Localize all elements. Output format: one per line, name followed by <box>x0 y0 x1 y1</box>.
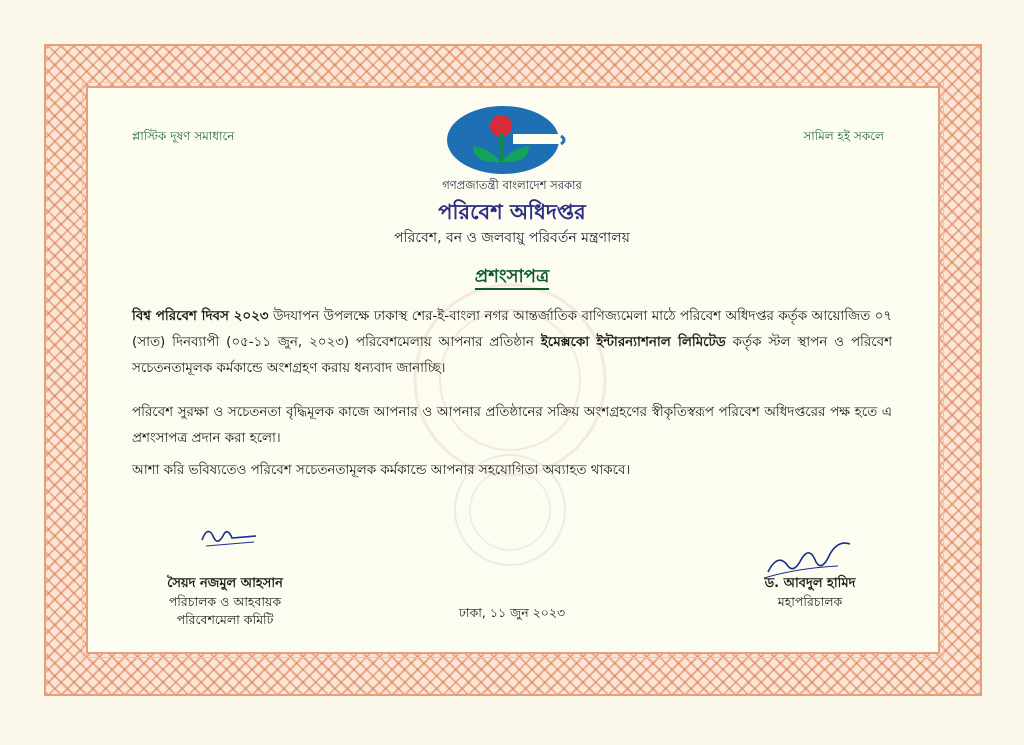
department-logo <box>443 104 567 176</box>
signatory-right-title: মহাপরিচালক <box>777 594 843 609</box>
signatory-left-name: সৈয়দ নজমুল আহসান <box>167 576 283 591</box>
organization-name: ইমেক্সকো ইন্টারন্যাশনাল লিমিটেড <box>540 335 726 350</box>
event-name: বিশ্ব পরিবেশ দিবস ২০২৩ <box>132 309 269 324</box>
signatory-left-title: পরিচালক ও আহবায়ক <box>168 594 282 609</box>
paragraph-1-text-a: উদযাপন উপলক্ষে ঢাকাস্থ শের-ই-বাংলা নগর আন্তর্জাতিক বাণিজ্যমেলা মাঠে পরিবেশ অধিদপ্তর কর্তৃক আয়োজিত ০৭ (সাত) দিনব্যাপী (০৫-১১ জুন, ২০২৩) পরিবেশমেলায় আপনার প্রতিষ্ঠান <box>132 309 892 350</box>
signature-left <box>196 520 266 550</box>
slogan-right: সামিল হই সকলে <box>803 129 884 143</box>
department-name: পরিবেশ অধিদপ্তর <box>438 200 586 224</box>
ministry-name: পরিবেশ, বন ও জলবায়ু পরিবর্তন মন্ত্রণালয় <box>394 230 630 246</box>
slogan-left: প্লাস্টিক দূষণ সমাধানে <box>132 129 235 143</box>
certificate-title <box>0 262 1024 293</box>
certificate-title-text: প্রশংসাপত্র <box>475 266 549 290</box>
signatory-right <box>735 575 885 611</box>
paragraph-2: পরিবেশ সুরক্ষা ও সচেতনতা বৃদ্ধিমূলক কাজে আপনার ও আপনার প্রতিষ্ঠানের সক্রিয় অংশগ্রহণের স্বীকৃতিস্বরূপ পরিবেশ অধিদপ্তরের পক্ষ হতে এ প্রশংসাপত্র প্রদান করা হলো। <box>132 405 892 446</box>
paragraph-3: আশা করি ভবিষ্যতেও পরিবেশ সচেতনতামূলক কর্মকান্ডে আপনার সহযোগিতা অব্যাহত থাকবে। <box>132 463 631 478</box>
paragraph-1 <box>132 304 892 382</box>
paragraph-1-text-b: কর্তৃক স্টল স্থাপন ও পরিবেশ সচেতনতামূলক কর্মকান্ডে অংশগ্রহণ করায় ধন্যবাদ জানাচ্ছি। <box>132 335 892 376</box>
signatory-left-committee: পরিবেশমেলা কমিটি <box>176 612 274 627</box>
signatory-right-name: ড. আবদুল হামিদ <box>764 576 856 591</box>
place-date: ঢাকা, ১১ জুন ২০২৩ <box>458 605 566 620</box>
government-name: গণপ্রজাতন্ত্রী বাংলাদেশ সরকার <box>442 178 582 192</box>
